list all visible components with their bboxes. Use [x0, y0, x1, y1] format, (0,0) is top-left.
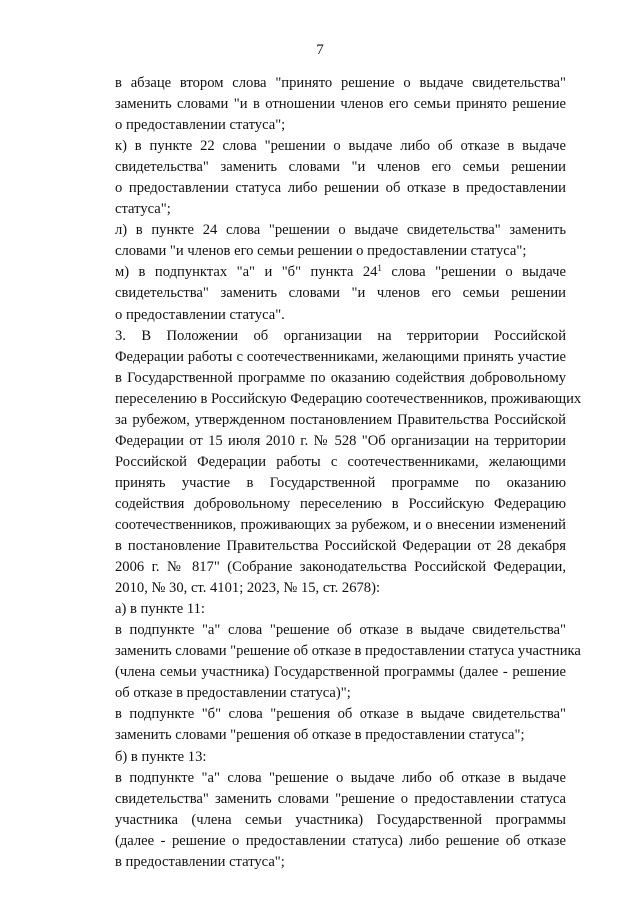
text-line: л) в пункте 24 слова "решении о выдаче свидетельства" заменить	[115, 222, 566, 239]
text-line: заменить словами "и в отношении членов его семьи принято решение	[115, 96, 566, 113]
paragraph	[77, 326, 582, 600]
text-line: свидетельства" заменить словами "и членов его семьи решении	[115, 159, 566, 176]
text-line: 2006 г. № 817" (Собрание законодательства Российской Федерации,	[115, 559, 566, 576]
text-line: Федерации от 15 июля 2010 г. № 528 "Об организации на территории	[115, 432, 566, 449]
paragraph	[77, 220, 566, 262]
text-line: заменить словами "решения об отказе в предоставлении статуса";	[115, 727, 525, 744]
text-line: а) в пункте 11:	[115, 601, 205, 618]
text-line: (далее - решение о предоставлении статуса) либо решение об отказе	[115, 832, 566, 849]
text-line: Российской Федерации работы с соотечественниками, желающими	[115, 453, 566, 470]
paragraph	[77, 620, 581, 704]
superscript: 1	[377, 263, 382, 274]
text-line: за рубежом, утвержденном постановлением Правительства Российской	[115, 411, 566, 428]
text-line: переселению в Российскую Федерацию соотечественников, проживающих	[115, 390, 582, 407]
paragraph	[77, 704, 566, 746]
text-line: б) в пункте 13:	[115, 748, 207, 765]
text-line: статуса";	[115, 201, 171, 218]
text-line: свидетельства" заменить словами "решение о предоставлении статуса	[115, 790, 566, 807]
text-line: в подпункте "а" слова "решение о выдаче либо об отказе в выдаче	[115, 769, 566, 786]
text-line: Федерации работы с соотечественниками, желающими принять участие	[115, 348, 566, 365]
text-line: принять участие в Государственной программе по оказанию	[115, 474, 566, 491]
text-line: в постановление Правительства Российской Федерации от 28 декабря	[115, 538, 566, 555]
text-segment: слова "решении о выдаче	[381, 264, 566, 281]
text-line: содействия добровольному переселению в Российскую Федерацию	[115, 495, 566, 512]
text-line: в абзаце втором слова "принято решение о выдаче свидетельства"	[115, 75, 566, 91]
text-line: о предоставлении статуса";	[115, 117, 286, 134]
text-line: заменить словами "решение об отказе в предоставлении статуса участника	[115, 643, 581, 660]
text-line: соотечественников, проживающих за рубежом, и о внесении изменений	[115, 516, 566, 533]
paragraph	[77, 136, 566, 220]
text-line: свидетельства" заменить словами "и членов его семьи решении	[115, 285, 566, 302]
paragraph	[77, 599, 566, 620]
text-line: о предоставлении статуса".	[115, 306, 285, 323]
text-line: в подпункте "а" слова "решение об отказе в выдаче свидетельства"	[115, 622, 566, 639]
text-line: в подпункте "б" слова "решения об отказе в выдаче свидетельства"	[115, 706, 566, 723]
text-line: (члена семьи участника) Государственной программы (далее - решение	[115, 664, 566, 681]
text-line	[77, 262, 566, 283]
paragraph	[77, 262, 566, 325]
text-line: в предоставлении статуса";	[115, 853, 285, 870]
text-line: об отказе в предоставлении статуса)";	[115, 685, 351, 702]
paragraph	[77, 73, 566, 136]
text-line: 3. В Положении об организации на территории Российской	[115, 327, 566, 344]
paragraph	[77, 768, 566, 873]
text-line: участника (члена семьи участника) Государственной программы	[115, 811, 566, 828]
text-line: в Государственной программе по оказанию содействия добровольному	[115, 369, 566, 386]
paragraph	[77, 747, 566, 768]
text-line: словами "и членов его семьи решении о предоставлении статуса";	[115, 243, 527, 260]
text-line: 2010, № 30, ст. 4101; 2023, № 15, ст. 2678):	[115, 580, 380, 597]
text-line: к) в пункте 22 слова "решении о выдаче либо об отказе в выдаче	[115, 138, 566, 155]
page-number: 7	[316, 42, 324, 58]
document-body	[77, 73, 582, 873]
text-segment: м) в подпунктах "а" и "б" пункта 24	[115, 264, 378, 281]
text-line: о предоставлении статуса либо решении об отказе в предоставлении	[115, 180, 566, 197]
